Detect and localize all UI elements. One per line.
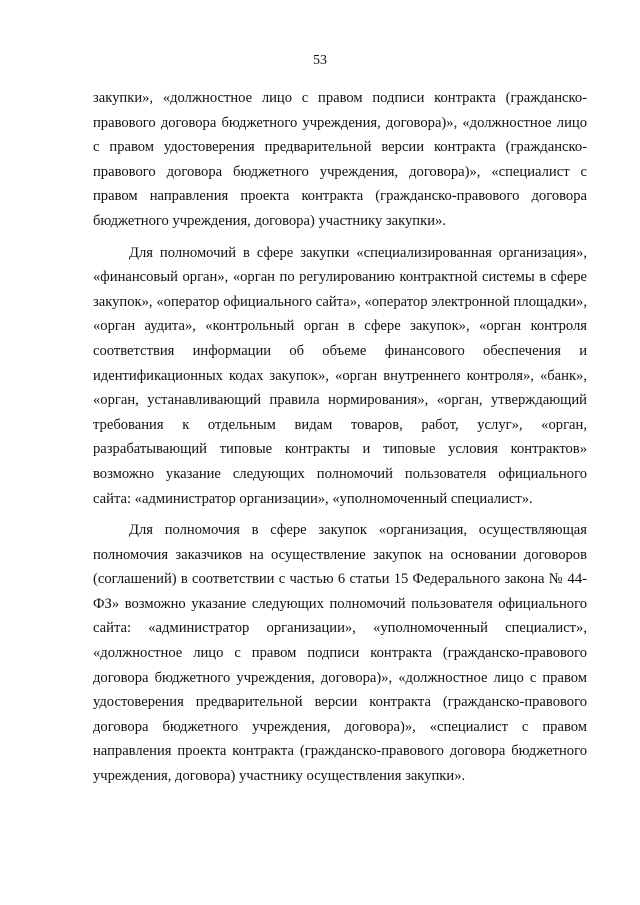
paragraph-organization-powers: Для полномочия в сфере закупок «организация, осуществляющая полномочия заказчиков на осуществление закупок на основании договоров (соглашений) в соответствии с частью 6 статьи 15 Федерального закона № 44-ФЗ» возможно указание следующих полномочий пользователя официального сайта: «администратор организации», «уполномоченный специалист», «должностное лицо с правом подписи контракта (гражданско-правового договора бюджетного учреждения, договора)», «должностное лицо с правом удостоверения предварительной версии контракта (гражданско-правового договора бюджетного учреждения, договора)», «специалист с правом направления проекта контракта (гражданско-правового договора бюджетного учреждения, договора) участнику осуществления закупки». <box>93 522 587 785</box>
paragraph-continuation: закупки», «должностное лицо с правом подписи контракта (гражданско-правового договора бюджетного учреждения, договора)», «должностное лицо с правом удостоверения предварительной версии контракта (гражданско-правового договора бюджетного учреждения, договора)», «специалист с правом направления проекта контракта (гражданско-правового договора бюджетного учреждения, договора) участнику закупки». <box>93 90 587 229</box>
body-text <box>93 86 587 789</box>
page-number: 53 <box>313 53 327 68</box>
paragraph-procurement-powers: Для полномочий в сфере закупки «специализированная организация», «финансовый орган», «орган по регулированию контрактной системы в сфере закупок», «оператор официального сайта», «оператор электронной площадки», «орган аудита», «контрольный орган в сфере закупок», «орган контроля соответствия информации об объеме финансового обеспечения и идентификационных кодах закупок», «орган внутреннего контроля», «банк», «орган, устанавливающий правила нормирования», «орган, утверждающий требования к отдельным видам товаров, работ, услуг», «орган, разрабатывающий типовые контракты и типовые условия контрактов» возможно указание следующих полномочий пользователя официального сайта: «администратор организации», «уполномоченный специалист». <box>93 244 587 507</box>
